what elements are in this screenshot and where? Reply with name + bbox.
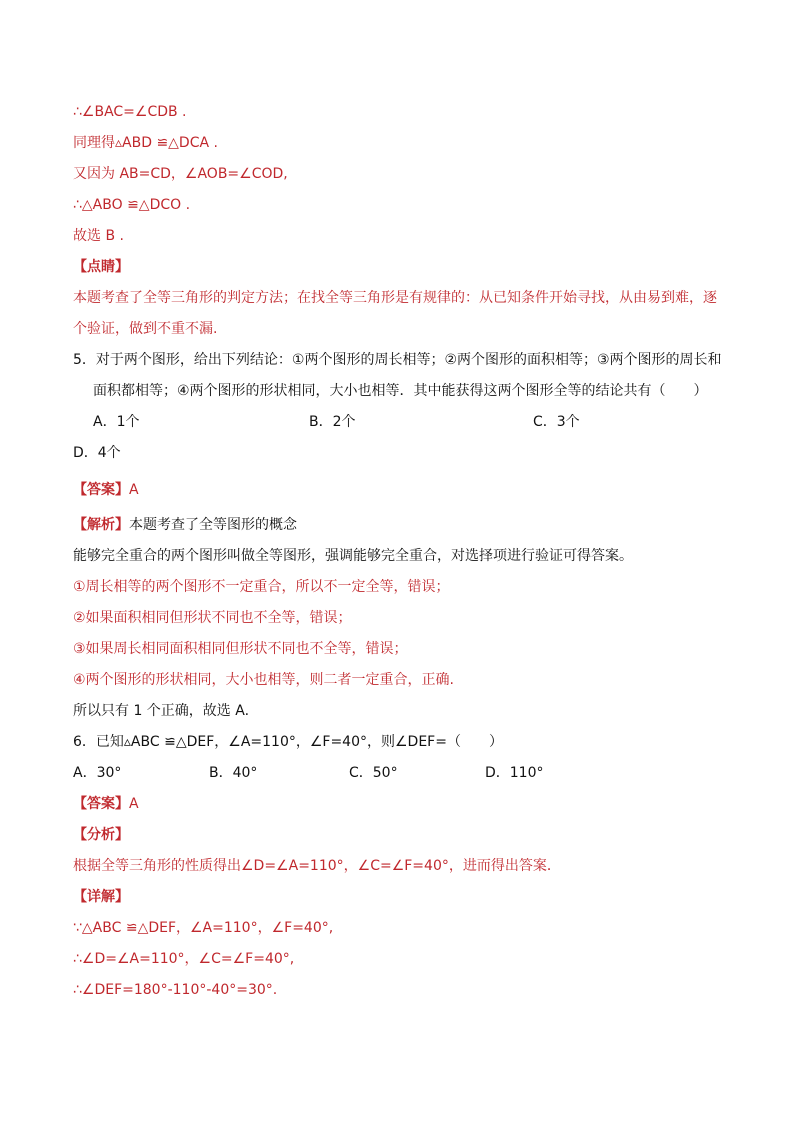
answer-tag: 【答案】 [73, 482, 129, 498]
solution-line: 故选 B . [73, 228, 124, 244]
analysis-line: 能够完全重合的两个图形叫做全等图形，强调能够完全重合，对选择项进行验证可得答案。 [73, 548, 633, 564]
answer-value: A [129, 482, 139, 498]
solution-line: 同理得▵ABD ≌△DCA . [73, 135, 218, 151]
answer-value: A [129, 796, 139, 812]
fenxi-heading: 【分析】 [73, 827, 129, 843]
q5-stem: 5．对于两个图形，给出下列结论：①两个图形的周长相等；②两个图形的面积相等；③两个图形的周长和 [73, 352, 722, 368]
detail-line: ∴∠DEF=180°-110°-40°=30°. [73, 982, 278, 998]
q6-answer [73, 794, 139, 814]
q6-stem: 6．已知▵ABC ≌△DEF，∠A=110°，∠F=40°，则∠DEF=（ ） [73, 734, 503, 750]
q5-option-c: C．3个 [533, 414, 580, 430]
q5-answer [73, 480, 139, 500]
q5-analysis [73, 515, 297, 535]
fenxi-text: 根据全等三角形的性质得出∠D=∠A=110°，∠C=∠F=40°，进而得出答案． [73, 858, 561, 874]
q6-option-d: D．110° [485, 765, 544, 781]
solution-line: ∴△ABO ≌△DCO . [73, 197, 191, 213]
q5-option-a: A．1个 [93, 414, 140, 430]
q5-option-b: B．2个 [309, 414, 356, 430]
answer-tag: 【答案】 [73, 796, 129, 812]
analysis-tag: 【解析】 [73, 517, 129, 533]
analysis-line: ②如果面积相同但形状不同也不全等，错误； [73, 610, 352, 626]
dianjing-heading: 【点睛】 [73, 259, 129, 275]
dianjing-text: 个验证，做到不重不漏. [73, 321, 218, 337]
detail-line: ∴∠D=∠A=110°，∠C=∠F=40°, [73, 951, 295, 967]
analysis-line: 所以只有 1 个正确，故选 A. [73, 703, 250, 719]
analysis-line: ③如果周长相同面积相同但形状不同也不全等，错误； [73, 641, 408, 657]
q6-option-a: A．30° [73, 765, 122, 781]
solution-line: ∴∠BAC=∠CDB . [73, 104, 187, 120]
q6-option-c: C．50° [349, 765, 398, 781]
q5-stem-cont: 面积都相等；④两个图形的形状相同，大小也相等．其中能获得这两个图形全等的结论共有（ ） [93, 383, 708, 399]
dianjing-text: 本题考查了全等三角形的判定方法；在找全等三角形是有规律的：从已知条件开始寻找，从由易到难，逐 [73, 290, 717, 306]
q6-option-b: B．40° [209, 765, 258, 781]
detail-line: ∵△ABC ≌△DEF，∠A=110°，∠F=40°, [73, 920, 334, 936]
analysis-line: ①周长相等的两个图形不一定重合，所以不一定全等，错误； [73, 579, 450, 595]
detail-heading: 【详解】 [73, 889, 129, 905]
analysis-line: ④两个图形的形状相同，大小也相等，则二者一定重合，正确. [73, 672, 454, 688]
solution-line: 又因为 AB=CD，∠AOB=∠COD, [73, 166, 288, 182]
analysis-text: 本题考查了全等图形的概念 [129, 517, 297, 533]
q5-option-d: D．4个 [73, 445, 121, 461]
